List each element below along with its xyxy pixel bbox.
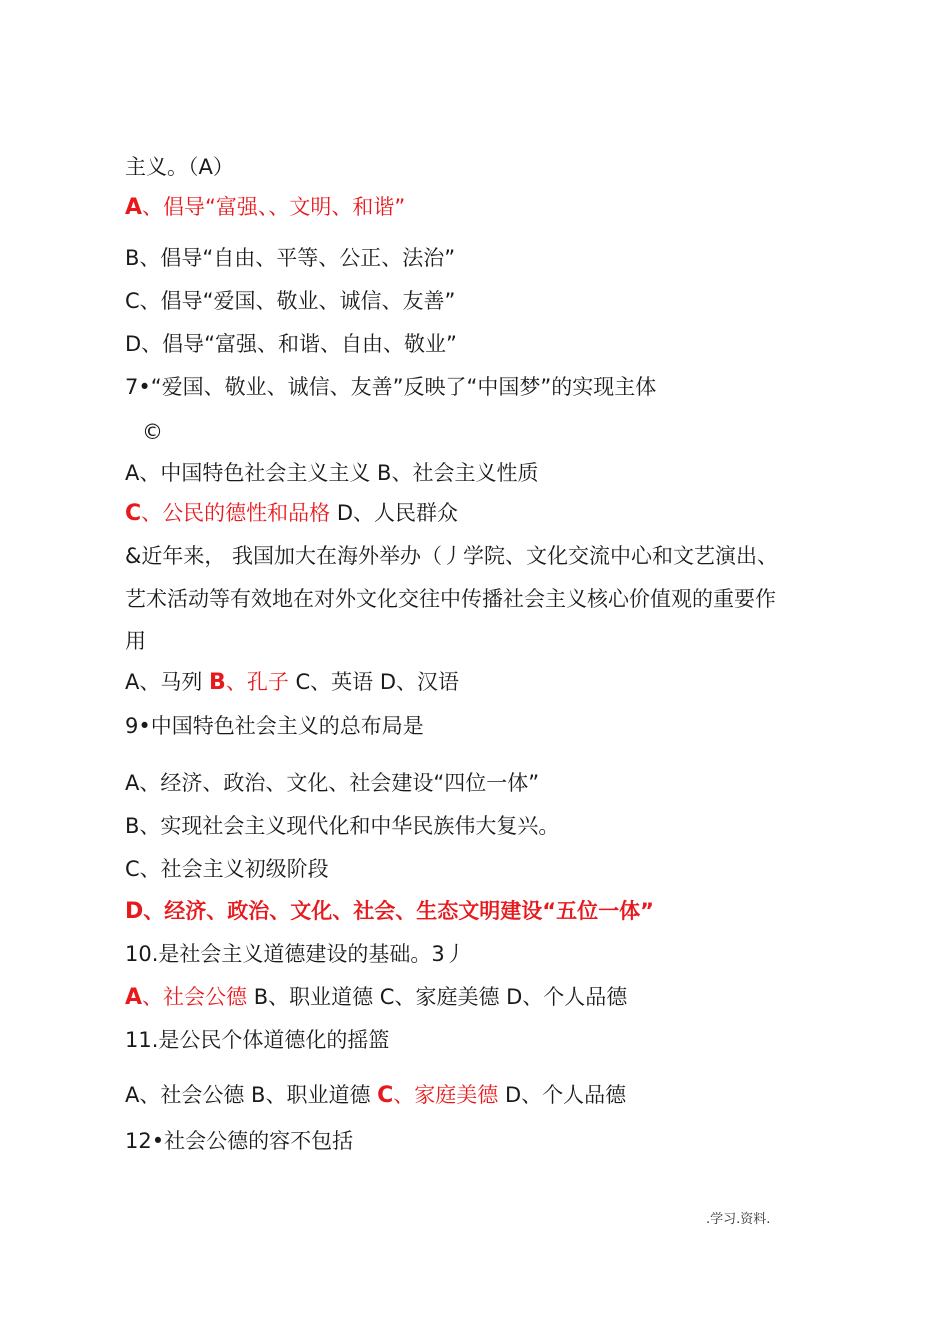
answer-text: 、家庭美德 xyxy=(393,1083,499,1107)
option-text: B、倡导“自由、平等、公正、法治” xyxy=(125,246,456,270)
question-8-line-1 xyxy=(125,541,845,571)
question-11 xyxy=(125,1025,845,1055)
question-text: 7•“爱国、敬业、诚信、友善”反映了“中国梦”的实现主体 xyxy=(125,375,657,399)
options-7cd xyxy=(125,498,845,529)
option-text: D、人民群众 xyxy=(330,501,459,525)
question-text: &近年来， 我国加大在海外举办（丿学院、文化交流中心和文艺演出、 xyxy=(125,544,779,568)
option-text: B、实现社会主义现代化和中华民族伟大复兴。 xyxy=(125,814,560,838)
question-7 xyxy=(125,372,845,402)
question-6-tail-text: 主义。（A） xyxy=(125,155,234,179)
question-8-line-2 xyxy=(125,584,845,614)
options-11 xyxy=(125,1080,845,1111)
options-7ab xyxy=(125,458,845,488)
option-text: A、经济、政治、文化、社会建设“四位一体” xyxy=(125,771,540,795)
option-text: D、个人品德 xyxy=(498,1083,627,1107)
question-8-line-3 xyxy=(125,626,845,656)
answer-mark: © xyxy=(142,420,163,444)
question-10 xyxy=(125,939,845,969)
answer-letter: C xyxy=(377,1083,394,1108)
option-text: A、中国特色社会主义主义 B、社会主义性质 xyxy=(125,461,539,485)
option-text: C、倡导“爱国、敬业、诚信、友善” xyxy=(125,289,456,313)
option-text: A、马列 xyxy=(125,670,210,694)
answer-text: 、经济、政治、文化、社会、生态文明建设“五位一体” xyxy=(143,899,654,923)
option-9a xyxy=(125,768,845,798)
answer-letter: D xyxy=(125,899,144,924)
question-text: 艺术活动等有效地在对外文化交往中传播社会主义核心价值观的重要作 xyxy=(125,587,776,611)
answer-text: 、孔子 xyxy=(225,670,289,694)
question-text: 9•中国特色社会主义的总布局是 xyxy=(125,714,424,738)
question-text: 用 xyxy=(125,629,146,653)
question-text: 11.是公民个体道德化的摇篮 xyxy=(125,1028,390,1052)
line-question-6-tail xyxy=(125,152,845,182)
option-text: C、英语 D、汉语 xyxy=(288,670,460,694)
answer-option-9d xyxy=(125,896,845,927)
question-7-answer-mark xyxy=(142,417,862,447)
question-text: 10.是社会主义道德建设的基础。3丿 xyxy=(125,942,466,966)
answer-text: 、倡导“富强、、文明、和谐” xyxy=(142,195,406,219)
option-6b xyxy=(125,243,845,273)
option-6d xyxy=(125,329,845,359)
answer-letter: B xyxy=(209,670,226,695)
option-9c xyxy=(125,854,845,884)
option-text: C、社会主义初级阶段 xyxy=(125,857,329,881)
answer-text: 、公民的德性和品格 xyxy=(141,501,331,525)
answer-letter: A xyxy=(125,195,143,220)
option-9b xyxy=(125,811,845,841)
option-text: A、社会公德 B、职业道德 xyxy=(125,1083,378,1107)
answer-option-6a xyxy=(125,192,845,223)
options-8 xyxy=(125,667,845,698)
answer-letter: A xyxy=(125,985,143,1010)
question-text: 12•社会公德的容不包括 xyxy=(125,1129,354,1153)
page-footer: .学习.资料. xyxy=(706,1212,771,1227)
option-text: D、倡导“富强、和谐、自由、敬业” xyxy=(125,332,457,356)
question-9 xyxy=(125,711,845,741)
answer-text: 、社会公德 xyxy=(142,985,248,1009)
option-6c xyxy=(125,286,845,316)
question-12 xyxy=(125,1126,845,1156)
options-10 xyxy=(125,982,845,1013)
answer-letter: C xyxy=(125,501,142,526)
option-text: B、职业道德 C、家庭美德 D、个人品德 xyxy=(247,985,628,1009)
